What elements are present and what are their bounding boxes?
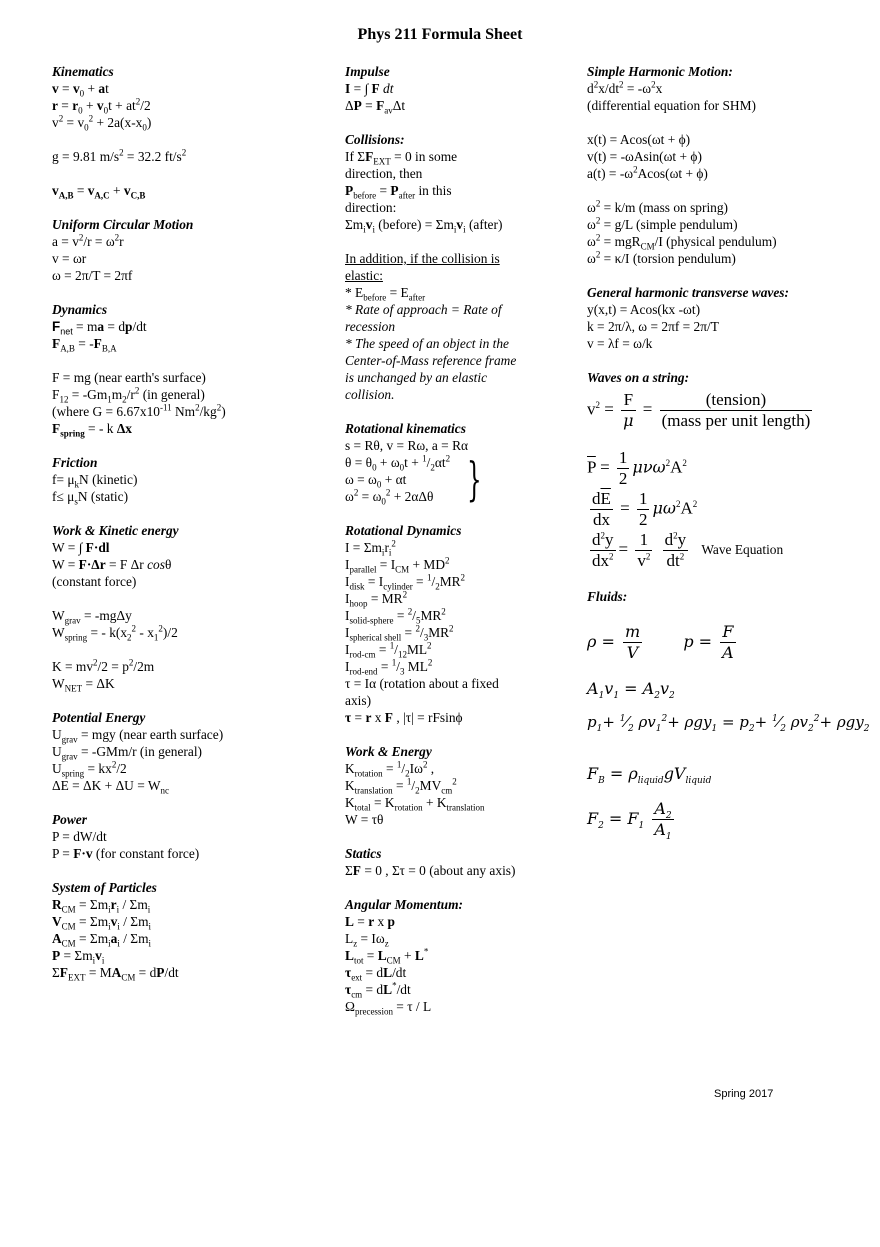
heading-dynamics: Dynamics — [52, 302, 108, 317]
heading-potential: Potential Energy — [52, 710, 146, 725]
heading-transverse: General harmonic transverse waves: — [587, 285, 789, 300]
formula: $\Sigma F_{EXT} = MA_{CM} = dP/dt$ — [52, 965, 179, 983]
formula: $\Delta P = F_{av}\Delta t$ — [345, 98, 406, 116]
formula: $K = mv^2/2 = p^2/2m$ — [52, 657, 155, 674]
formula: x(t) = Acos(ωt + ϕ) — [587, 132, 691, 147]
formula: $U_{grav}$ = mgy (near earth surface) — [52, 727, 224, 745]
formula: $\Delta E = \Delta K + \Delta U = W_{nc}$ — [52, 778, 169, 796]
formula: (constant force) — [52, 574, 137, 589]
page-title: Phys 211 Formula Sheet — [357, 26, 523, 43]
formula: ω = 2π/T = 2πf — [52, 268, 133, 283]
formula: F = mg (near earth's surface) — [52, 370, 206, 385]
formula: $I_{spherical shell} = ^2/_3MR^2$ — [345, 623, 454, 643]
formula-buoyancy: $F_B = \rho_{liquid}gV_{liquid}$ — [587, 764, 712, 787]
formula: $\tau_{cm} = dL^*/dt$ — [345, 980, 411, 1000]
formula: $\omega^2 = k/m$ (mass on spring) — [587, 198, 729, 215]
formula: $I_{hoop} = MR^2$ — [345, 589, 408, 609]
formula: $\omega^2 = \kappa/I$ (torsion pendulum) — [587, 249, 736, 266]
column-left — [52, 63, 322, 998]
formula: $F_{net}$ = ma = dp/dt — [52, 319, 147, 337]
heading-rot-kin: Rotational kinematics — [345, 421, 466, 436]
column-right — [587, 63, 872, 857]
formula: P = F·v (for constant force) — [52, 846, 200, 861]
formula: $W_{grav} = -mg\Delta y$ — [52, 608, 132, 626]
formula: $I_{parallel} = I_{CM} + MD^2$ — [345, 555, 450, 575]
formula: $P = \Sigma m_iv_i$ — [52, 948, 105, 966]
section-kinematics — [52, 63, 322, 199]
heading-ucm: Uniform Circular Motion — [52, 217, 194, 232]
formula: I = ∫ F dt — [345, 81, 394, 96]
formula: $v_{A,B} = v_{A,C} + v_{C,B}$ — [52, 183, 146, 201]
formula-energy-density: $\frac{d\overline{E}}{dx}$ = $\frac{1}{2}$ $\mu\omega^2A^2$ — [592, 489, 698, 529]
heading-shm: Simple Harmonic Motion: — [587, 64, 733, 79]
heading-fluids: Fluids: — [587, 589, 628, 604]
formula: W = τθ — [345, 812, 384, 827]
formula: $\omega^2 = g/L$ (simple pendulum) — [587, 215, 738, 232]
section-power — [52, 811, 322, 862]
heading-power: Power — [52, 812, 87, 827]
formula: $I = \Sigma m_ir_i^2$ — [345, 538, 396, 558]
formula: $P_{before} = P_{after}$ in this direction: — [345, 183, 452, 215]
section-fluids — [587, 588, 872, 843]
formula: $V_{CM} = \Sigma m_iv_i / \Sigma m_i$ — [52, 914, 152, 932]
formula: $A_{CM} = \Sigma m_ia_i / \Sigma m_i$ — [52, 931, 152, 949]
formula: v = ωr — [52, 251, 87, 266]
section-impulse — [345, 63, 570, 114]
formula: $I_{disk} = I_{cylinder} = ^1/_2MR^2$ — [345, 572, 466, 592]
formula: $K_{translation} = ^1/_2MV_{cm}^2$ — [345, 776, 457, 796]
section-rot-dyn — [345, 522, 570, 726]
brace: } — [467, 452, 482, 506]
heading-rot-dyn: Rotational Dynamics — [345, 523, 462, 538]
formula: $\omega^2 = mgR_{CM}/I$ (physical pendulum) — [587, 232, 777, 252]
heading-angular: Angular Momentum: — [345, 897, 463, 912]
formula: v(t) = -ωAsin(ωt + ϕ) — [587, 149, 702, 164]
column-middle — [345, 63, 570, 1032]
formula: $v^2 = v_0^2 + 2a(x-x_0)$ — [52, 113, 152, 133]
formula: $d^2x/dt^2 = -\omega^2x$ — [587, 79, 663, 96]
heading-system: System of Particles — [52, 880, 157, 895]
heading-collisions: Collisions: — [345, 132, 405, 147]
formula: τ = Iα (rotation about a fixed axis) — [345, 676, 499, 708]
formula: $W_{NET} = \Delta K$ — [52, 676, 115, 694]
formula-wave-speed: $v^2$ = $\frac{F}{\mu}$ = $\frac{\text{(tension)}}{\text{(mass per unit length)}}$ — [587, 390, 811, 430]
section-ucm — [52, 216, 322, 284]
formula: $I_{rod-end} = ^1/_3$ $ML^2$ — [345, 657, 433, 677]
formula: $F_{A,B} = -F_{B,A}$ — [52, 336, 117, 354]
formula: $v = v_0$ + at — [52, 81, 109, 99]
formula: $W_{spring}$ = - $k(x_2^2 - x_1^2)/2$ — [52, 623, 178, 643]
formula: $\omega = \omega_0 + \alpha t$ — [345, 472, 407, 490]
section-statics — [345, 845, 570, 879]
formula: $R_{CM} = \Sigma m_ir_i / \Sigma m_i$ — [52, 897, 151, 915]
formula-bernoulli: $p_1+$ $^1⁄_2$ $\rho v_1^2+ \rho gy_1 = p_2+$ $^1⁄_2$ $\rho v_2^2+ \rho gy_2$ — [587, 713, 870, 734]
formula: y(x,t) = Acos(kx -ωt) — [587, 302, 701, 317]
formula: $f\le \mu_sN$ (static) — [52, 489, 129, 507]
note: * The speed of an object in the Center-of-Mass reference frame is unchanged by an elastic collision. — [345, 336, 517, 402]
formula: $U_{spring} = kx^2/2$ — [52, 759, 127, 779]
formula: $K_{rotation} = ^1/_2I\omega^2$ , — [345, 759, 435, 779]
formula: $\Sigma m_iv_i$ (before) = $\Sigma m_iv_i$ (after) — [345, 217, 503, 235]
formula: P = dW/dt — [52, 829, 107, 844]
formula: $F_{spring}$ = - k Δx — [52, 421, 132, 439]
elastic-intro: In addition, if the collision is elastic: — [345, 251, 500, 283]
heading-statics: Statics — [345, 846, 382, 861]
heading-impulse: Impulse — [345, 64, 390, 79]
formula: (differential equation for SHM) — [587, 98, 756, 113]
formula-density-pressure: ρ = $\frac{m}{V}$ p = $\frac{F}{A}$ — [587, 622, 734, 662]
heading-string: Waves on a string: — [587, 370, 690, 385]
formula-power: $\overline{P}$ = $\frac{1}{2}$ $\mu\nu\omega^2A^2$ — [587, 448, 687, 488]
formula: v = λf = ω/k — [587, 336, 653, 351]
formula: $I_{rod-cm} = ^1/_{12}ML^2$ — [345, 640, 432, 660]
formula: $L_{tot} = L_{CM} + L^*$ — [345, 946, 429, 966]
section-angular — [345, 896, 570, 1015]
formula: $K_{total} = K_{rotation} + K_{translation}$ — [345, 795, 485, 813]
formula: * $E_{before} = E_{after}$ — [345, 285, 426, 303]
formula: $\omega^2 = \omega_0^2 + 2\alpha\Delta\theta$ — [345, 487, 434, 507]
formula: $f= \mu_kN$ (kinetic) — [52, 472, 138, 490]
section-potential — [52, 709, 322, 794]
formula: W = F·Δr = F Δr cosθ — [52, 557, 172, 572]
formula-hydraulic: $F_2 = F_1$ $\frac{A_2}{A_1}$ — [587, 799, 672, 843]
heading-work-ke: Work & Kinetic energy — [52, 523, 179, 538]
section-string — [587, 369, 872, 571]
section-shm — [587, 63, 872, 267]
wave-equation-label: Wave Equation — [701, 542, 784, 558]
formula: $L_z = I\omega_z$ — [345, 931, 389, 949]
formula: (where $G = 6.67x10^{-11}$ $Nm^2/kg^2$) — [52, 402, 226, 419]
footer-date: Spring 2017 — [714, 1088, 774, 1100]
formula: $\theta = \theta_0 + \omega_0t + ^1/_2\alpha t^2$ — [345, 453, 451, 473]
formula: k = 2π/λ, ω = 2πf = 2π/T — [587, 319, 719, 334]
section-collisions — [345, 131, 570, 403]
formula: $I_{solid-sphere} = ^2/_5MR^2$ — [345, 606, 446, 626]
formula: $a(t) = -\omega^2Acos(\omega t + \phi)$ — [587, 164, 708, 181]
formula-wave-equation: $\frac{d^2y}{dx^2}$ = $\frac{1}{v^2}$ $\frac{d^2y}{dt^2}$ Wave Equation — [592, 530, 784, 570]
formula: τ = r x F , |τ| = rFsinϕ — [345, 710, 463, 725]
section-rot-kin — [345, 420, 570, 505]
heading-work-energy: Work & Energy — [345, 744, 432, 759]
section-friction — [52, 454, 322, 505]
note: * Rate of approach = Rate of recession — [345, 302, 502, 334]
heading-kinematics: Kinematics — [52, 64, 114, 79]
formula: $r = r_0 + v_0t + at^2/2$ — [52, 96, 151, 116]
formula: L = r x p — [345, 914, 395, 929]
formula: $a = v^2/r = \omega^2r$ — [52, 232, 124, 249]
heading-friction: Friction — [52, 455, 98, 470]
section-work-energy — [345, 743, 570, 828]
formula: $U_{grav} = -GMm/r$ (in general) — [52, 744, 202, 762]
formula-continuity: $A_1v_1 = A_2v_2$ — [587, 679, 675, 702]
rot-kin-group — [345, 454, 570, 505]
section-system — [52, 879, 322, 981]
formula: g = 9.81 $m/s^2 = 32.2$ $ft/s^2$ — [52, 147, 187, 164]
formula: $\tau_{ext} = dL/dt$ — [345, 965, 407, 983]
section-dynamics — [52, 301, 322, 437]
formula: W = ∫ F·dl — [52, 540, 110, 555]
section-transverse — [587, 284, 872, 352]
formula: If $\Sigma F_{EXT} = 0$ in some direction, then — [345, 149, 458, 181]
formula: $F_{12} = -Gm_1m_2/r^2$ (in general) — [52, 385, 205, 405]
formula: $\Omega_{precession} = \tau / L$ — [345, 999, 432, 1017]
formula: ΣF = 0 , Στ = 0 (about any axis) — [345, 863, 516, 878]
section-work-ke — [52, 522, 322, 692]
formula: s = Rθ, v = Rω, a = Rα — [345, 438, 469, 453]
